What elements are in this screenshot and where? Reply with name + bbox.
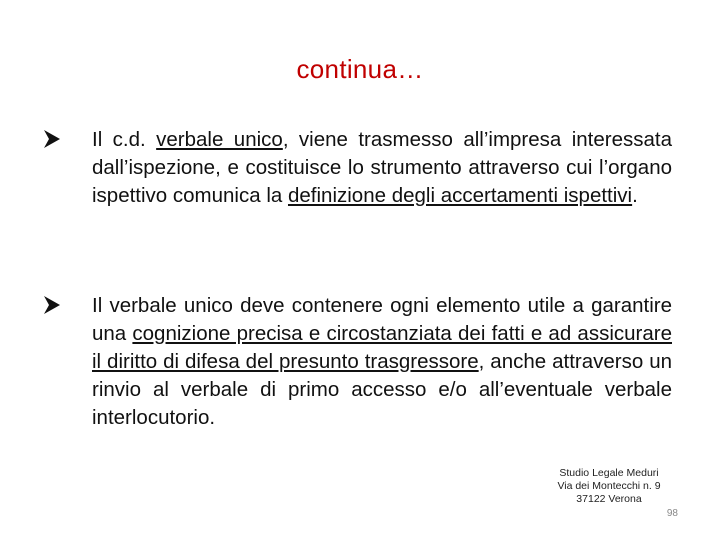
bullet-1-text-c: .	[632, 184, 638, 207]
slide-title: continua…	[296, 54, 424, 84]
footer-line-2: Via dei Montecchi n. 9	[557, 480, 661, 492]
footer-line-3: 37122 Verona	[576, 493, 642, 505]
footer-address	[474, 467, 674, 506]
bullet-1-text-b: , viene trasmesso all’impresa interessata dall’ispezione, e costituisce lo strumento attraverso cui l’organo ispettivo comunica la	[92, 128, 672, 207]
footer-line-1: Studio Legale Meduri	[559, 467, 659, 479]
arrow-bullet-icon	[42, 126, 64, 152]
bullet-2-text-a: Il verbale unico deve contenere ogni elemento utile a garantire una	[92, 294, 672, 345]
bullet-1-text-a: Il c.d.	[92, 128, 157, 151]
bullet-1-underlined-b: definizione degli accertamenti ispettivi	[287, 184, 633, 207]
bullet-2-underlined-a: cognizione precisa e circostanziata dei fatti e ad assicurare il diritto di difesa del presunto trasgressore	[92, 322, 672, 373]
bullet-1-underlined-a: verbale unico	[156, 128, 283, 151]
bullet-text-1	[92, 126, 672, 210]
page-number: 98	[666, 508, 678, 519]
bullet-2-text-b: , anche attraverso un rinvio al verbale di primo accesso e/o all’eventuale verbale interlocutorio.	[92, 350, 672, 429]
arrow-bullet-icon	[42, 292, 64, 318]
bullet-text-2	[92, 292, 672, 432]
